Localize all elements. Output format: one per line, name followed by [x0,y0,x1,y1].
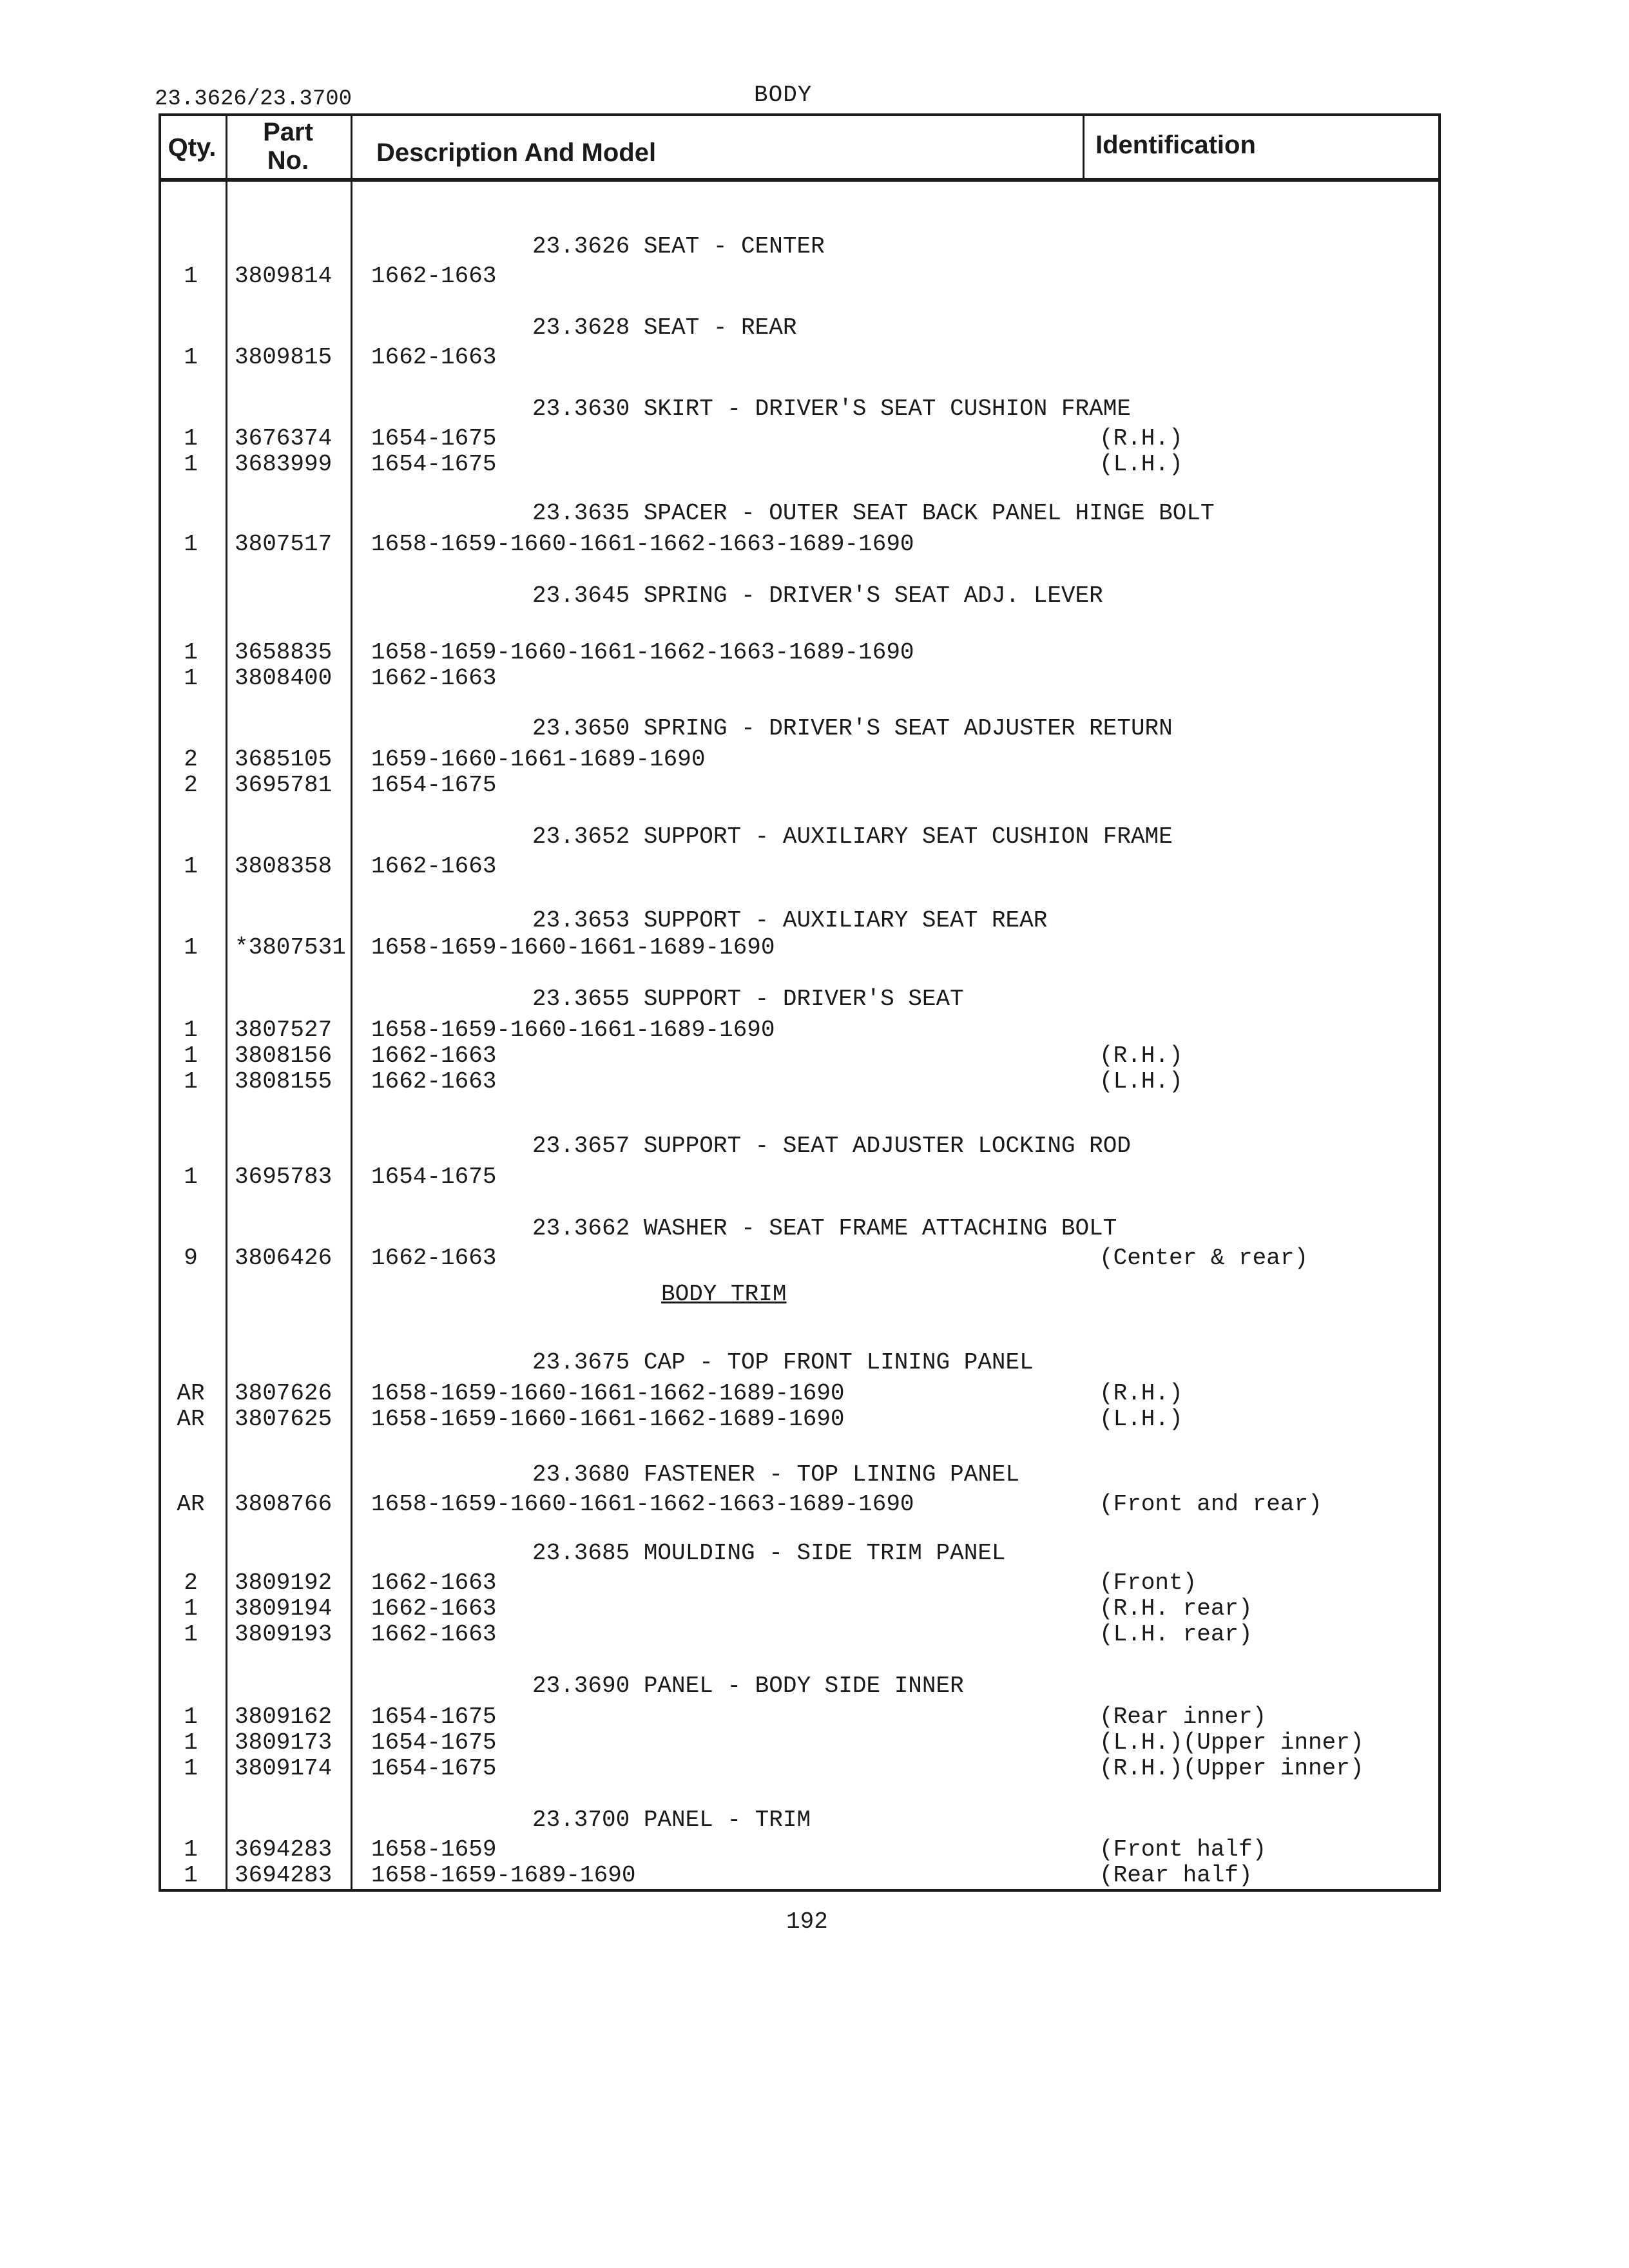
model-cell: 1662-1663 [371,1570,497,1596]
table-row [159,1754,1460,1783]
part-number-cell: 3807517 [235,531,333,557]
model-cell: 1662-1663 [371,1621,497,1648]
group-title: 23.3635 SPACER - OUTER SEAT BACK PANEL HINGE BOLT [532,500,1215,526]
qty-cell: 1 [184,263,198,289]
qty-cell: 1 [184,531,198,557]
part-number-cell: 3809174 [235,1755,333,1782]
group-title: 23.3630 SKIRT - DRIVER'S SEAT CUSHION FRAME [532,396,1131,422]
table-row [159,664,1460,693]
part-number-cell: 3808358 [235,853,333,879]
identification-cell: (Front) [1099,1570,1197,1596]
table-row [159,1244,1460,1273]
part-number-cell: 3808155 [235,1068,333,1095]
identification-cell: (Front and rear) [1099,1491,1322,1517]
model-cell: 1654-1675 [371,1729,497,1756]
qty-cell: 1 [184,1621,198,1648]
qty-cell: 1 [184,1836,198,1863]
group-title: 23.3655 SUPPORT - DRIVER'S SEAT [532,986,964,1012]
qty-cell: 1 [184,639,198,666]
qty-cell: AR [177,1380,205,1407]
model-cell: 1658-1659-1660-1661-1689-1690 [371,934,775,961]
part-number-cell: 3807625 [235,1406,333,1432]
group-title: 23.3657 SUPPORT - SEAT ADJUSTER LOCKING ROD [532,1133,1131,1159]
model-cell: 1654-1675 [371,451,497,477]
identification-cell: (L.H.) [1099,451,1183,477]
model-cell: 1662-1663 [371,1068,497,1095]
part-header-line1: Part [263,118,313,146]
identification-cell: (R.H. rear) [1099,1595,1253,1622]
model-cell: 1662-1663 [371,1245,497,1271]
identification-cell: (R.H.) [1099,1380,1183,1407]
part-number-cell: 3806426 [235,1245,333,1271]
model-cell: 1658-1659-1660-1661-1662-1663-1689-1690 [371,639,914,666]
table-row [159,343,1460,372]
qty-cell: 1 [184,934,198,961]
identification-cell: (Rear half) [1099,1862,1253,1888]
table-row [159,933,1460,963]
table-row [159,1620,1460,1649]
group-title: 23.3675 CAP - TOP FRONT LINING PANEL [532,1349,1034,1376]
group-title: 23.3652 SUPPORT - AUXILIARY SEAT CUSHION FRAME [532,823,1173,850]
part-number-cell: 3695783 [235,1164,333,1190]
group-title: 23.3628 SEAT - REAR [532,314,797,341]
group-title: 23.3650 SPRING - DRIVER'S SEAT ADJUSTER RETURN [532,715,1173,742]
identification-cell: (R.H.)(Upper inner) [1099,1755,1364,1782]
part-number-cell: *3807531 [235,934,346,961]
part-number-cell: 3807626 [235,1380,333,1407]
qty-cell: 1 [184,1862,198,1888]
part-number-cell: 3694283 [235,1836,333,1863]
identification-cell: (Center & rear) [1099,1245,1309,1271]
group-title: 23.3680 FASTENER - TOP LINING PANEL [532,1461,1020,1488]
qty-cell: 1 [184,1068,198,1095]
identification-header: Identification [1095,131,1256,159]
model-cell: 1662-1663 [371,853,497,879]
qty-cell: 2 [184,1570,198,1596]
qty-cell: 1 [184,853,198,879]
table-row [159,530,1460,559]
identification-cell: (R.H.) [1099,1043,1183,1069]
model-cell: 1662-1663 [371,1595,497,1622]
model-cell: 1654-1675 [371,772,497,798]
table-row [159,1405,1460,1434]
qty-cell: 2 [184,772,198,798]
identification-cell: (L.H. rear) [1099,1621,1253,1648]
description-header: Description And Model [376,139,657,167]
part-number-cell: 3676374 [235,425,333,452]
model-cell: 1658-1659-1660-1661-1689-1690 [371,1017,775,1043]
group-title: 23.3700 PANEL - TRIM [532,1807,811,1833]
part-number-cell: 3685105 [235,746,333,773]
part-number-cell: 3809173 [235,1729,333,1756]
model-cell: 1662-1663 [371,344,497,370]
qty-cell: 1 [184,1017,198,1043]
model-cell: 1662-1663 [371,1043,497,1069]
table-row [159,771,1460,800]
part-number-cell: 3808400 [235,665,333,691]
qty-cell: 1 [184,1595,198,1622]
identification-cell: (Rear inner) [1099,1704,1267,1730]
part-number-cell: 3808156 [235,1043,333,1069]
parts-table [159,113,1441,1892]
model-cell: 1659-1660-1661-1689-1690 [371,746,706,773]
group-title: 23.3685 MOULDING - SIDE TRIM PANEL [532,1540,1006,1566]
qty-cell: 2 [184,746,198,773]
qty-cell: 1 [184,425,198,452]
group-title: 23.3653 SUPPORT - AUXILIARY SEAT REAR [532,907,1048,934]
model-cell: 1662-1663 [371,263,497,289]
model-cell: 1658-1659-1660-1661-1662-1663-1689-1690 [371,1491,914,1517]
part-number-cell: 3683999 [235,451,333,477]
table-row [159,1067,1460,1097]
model-cell: 1654-1675 [371,1164,497,1190]
qty-cell: 1 [184,1755,198,1782]
qty-cell: 1 [184,1043,198,1069]
table-row [159,1490,1460,1519]
section-code-range: 23.3626/23.3700 [155,87,352,111]
model-cell: 1658-1659-1660-1661-1662-1689-1690 [371,1406,845,1432]
qty-cell: 9 [184,1245,198,1271]
table-row [159,1162,1460,1192]
identification-cell: (Front half) [1099,1836,1267,1863]
table-row [159,852,1460,881]
part-number-cell: 3694283 [235,1862,333,1888]
page-number: 192 [786,1908,828,1935]
qty-cell: 1 [184,1704,198,1730]
identification-cell: (R.H.) [1099,425,1183,452]
identification-cell: (L.H.) [1099,1406,1183,1432]
model-cell: 1658-1659-1660-1661-1662-1663-1689-1690 [371,531,914,557]
model-cell: 1658-1659-1660-1661-1662-1689-1690 [371,1380,845,1407]
model-cell: 1658-1659 [371,1836,497,1863]
identification-cell: (L.H.) [1099,1068,1183,1095]
identification-cell: (L.H.)(Upper inner) [1099,1729,1364,1756]
qty-header: Qty. [168,133,217,162]
part-number-cell: 3809193 [235,1621,333,1648]
part-number-cell: 3807527 [235,1017,333,1043]
part-number-cell: 3809814 [235,263,333,289]
identification-column-divider [1083,113,1084,180]
part-number-cell: 3809162 [235,1704,333,1730]
part-header-line2: No. [267,146,309,175]
qty-cell: 1 [184,451,198,477]
part-number-cell: 3809815 [235,344,333,370]
group-title: 23.3662 WASHER - SEAT FRAME ATTACHING BOLT [532,1215,1117,1242]
part-number-cell: 3658835 [235,639,333,666]
model-cell: 1658-1659-1689-1690 [371,1862,636,1888]
part-number-cell: 3808766 [235,1491,333,1517]
group-title: 23.3690 PANEL - BODY SIDE INNER [532,1673,964,1699]
model-cell: 1654-1675 [371,1704,497,1730]
qty-cell: AR [177,1406,205,1432]
table-row [159,450,1460,479]
section-title: BODY [754,82,813,108]
qty-cell: 1 [184,1164,198,1190]
qty-cell: 1 [184,665,198,691]
part-number-cell: 3809192 [235,1570,333,1596]
group-title: 23.3645 SPRING - DRIVER'S SEAT ADJ. LEVER [532,582,1103,609]
qty-cell: 1 [184,344,198,370]
qty-cell: AR [177,1491,205,1517]
group-title: 23.3626 SEAT - CENTER [532,233,825,260]
part-number-cell: 3695781 [235,772,333,798]
section-heading: BODY TRIM [661,1281,787,1307]
table-row [159,262,1460,291]
part-number-cell: 3809194 [235,1595,333,1622]
model-cell: 1662-1663 [371,665,497,691]
model-cell: 1654-1675 [371,425,497,452]
qty-cell: 1 [184,1729,198,1756]
model-cell: 1654-1675 [371,1755,497,1782]
table-row [159,1861,1460,1890]
